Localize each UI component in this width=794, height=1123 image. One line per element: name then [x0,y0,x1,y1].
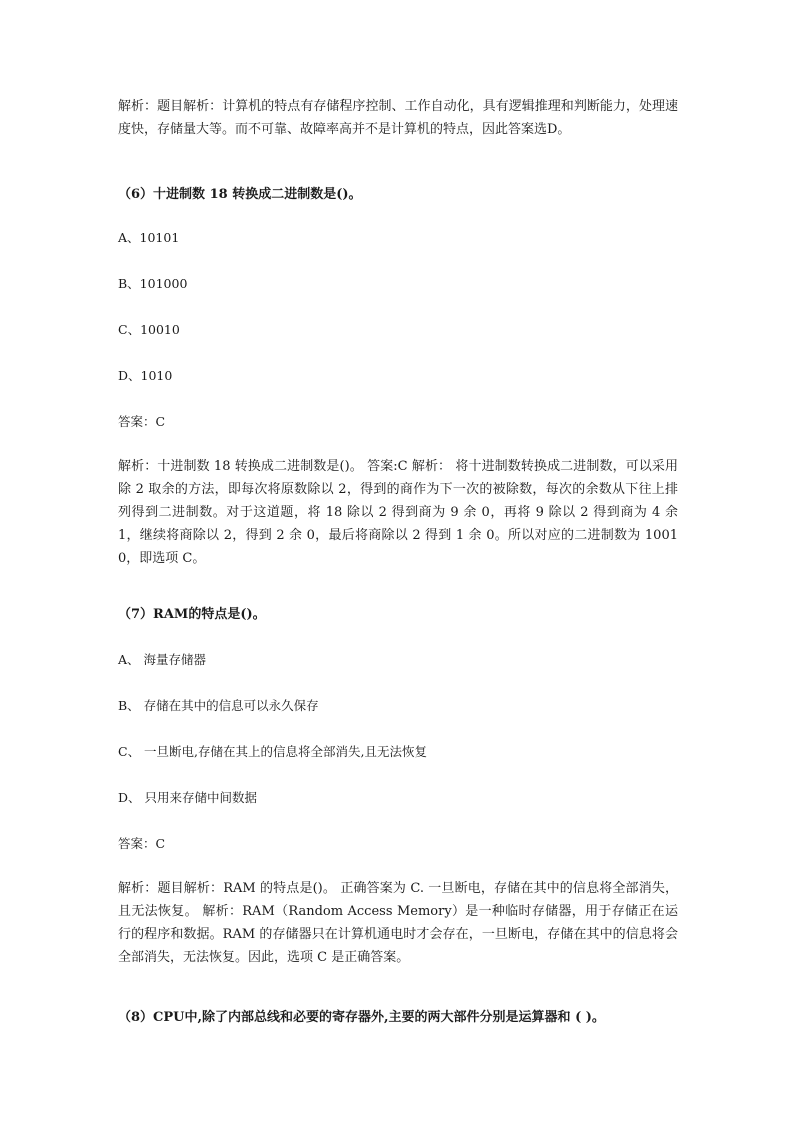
q7-option-d: D、 只用来存储中间数据 [118,790,257,805]
q8-question: （8）CPU中,除了内部总线和必要的寄存器外,主要的两大部件分别是运算器和 ( )。 [118,1010,605,1025]
q6-option-b: B、101000 [118,276,188,291]
q7-answer: 答案：C [118,836,166,851]
q7-option-b: B、 存储在其中的信息可以永久保存 [118,698,319,713]
q7-question: （7）RAM的特点是()。 [118,607,266,622]
q7-option-c: C、 一旦断电,存储在其上的信息将全部消失,且无法恢复 [118,744,427,759]
q7-explanation: 解析：题目解析：RAM 的特点是()。 正确答案为 C. 一旦断电，存储在其中的信息将全部消失，且无法恢复。 解析：RAM（Random Access Memory）是一种临时存储器，用于存储正在运行的程序和数据。RAM 的存储器只在计算机通电时才会存在，一旦断电，存储在其中的信息将会全部消失，无法恢复。因此，选项 C 是正确答案。 [118,881,678,965]
q5-explanation: 解析：题目解析：计算机的特点有存储程序控制、工作自动化，具有逻辑推理和判断能力，处理速度快，存储量大等。而不可靠、故障率高并不是计算机的特点，因此答案选D。 [118,99,678,137]
q6-explanation: 解析：十进制数 18 转换成二进制数是()。 答案:C 解析： 将十进制数转换成二进制数，可以采用除 2 取余的方法，即每次将原数除以 2，得到的商作为下一次的被除数，每次的余数从下往上排列得到二进制数。对于这道题，将 18 除以 2 得到商为 9 余 0，再将 9 除以 2 得到商为 4 余 1，继续将商除以 2，得到 2 余 0，最后将商除以 2 得到 1 余 0。所以对应的二进制数为 10010，即选项 C。 [118,459,678,566]
q6-answer: 答案：C [118,414,166,429]
q6-option-d: D、1010 [118,368,173,383]
q7-option-a: A、 海量存储器 [118,652,207,667]
q6-option-a: A、10101 [118,230,180,245]
q6-question: （6）十进制数 18 转换成二进制数是()。 [118,187,362,202]
q6-option-c: C、10010 [118,322,180,337]
